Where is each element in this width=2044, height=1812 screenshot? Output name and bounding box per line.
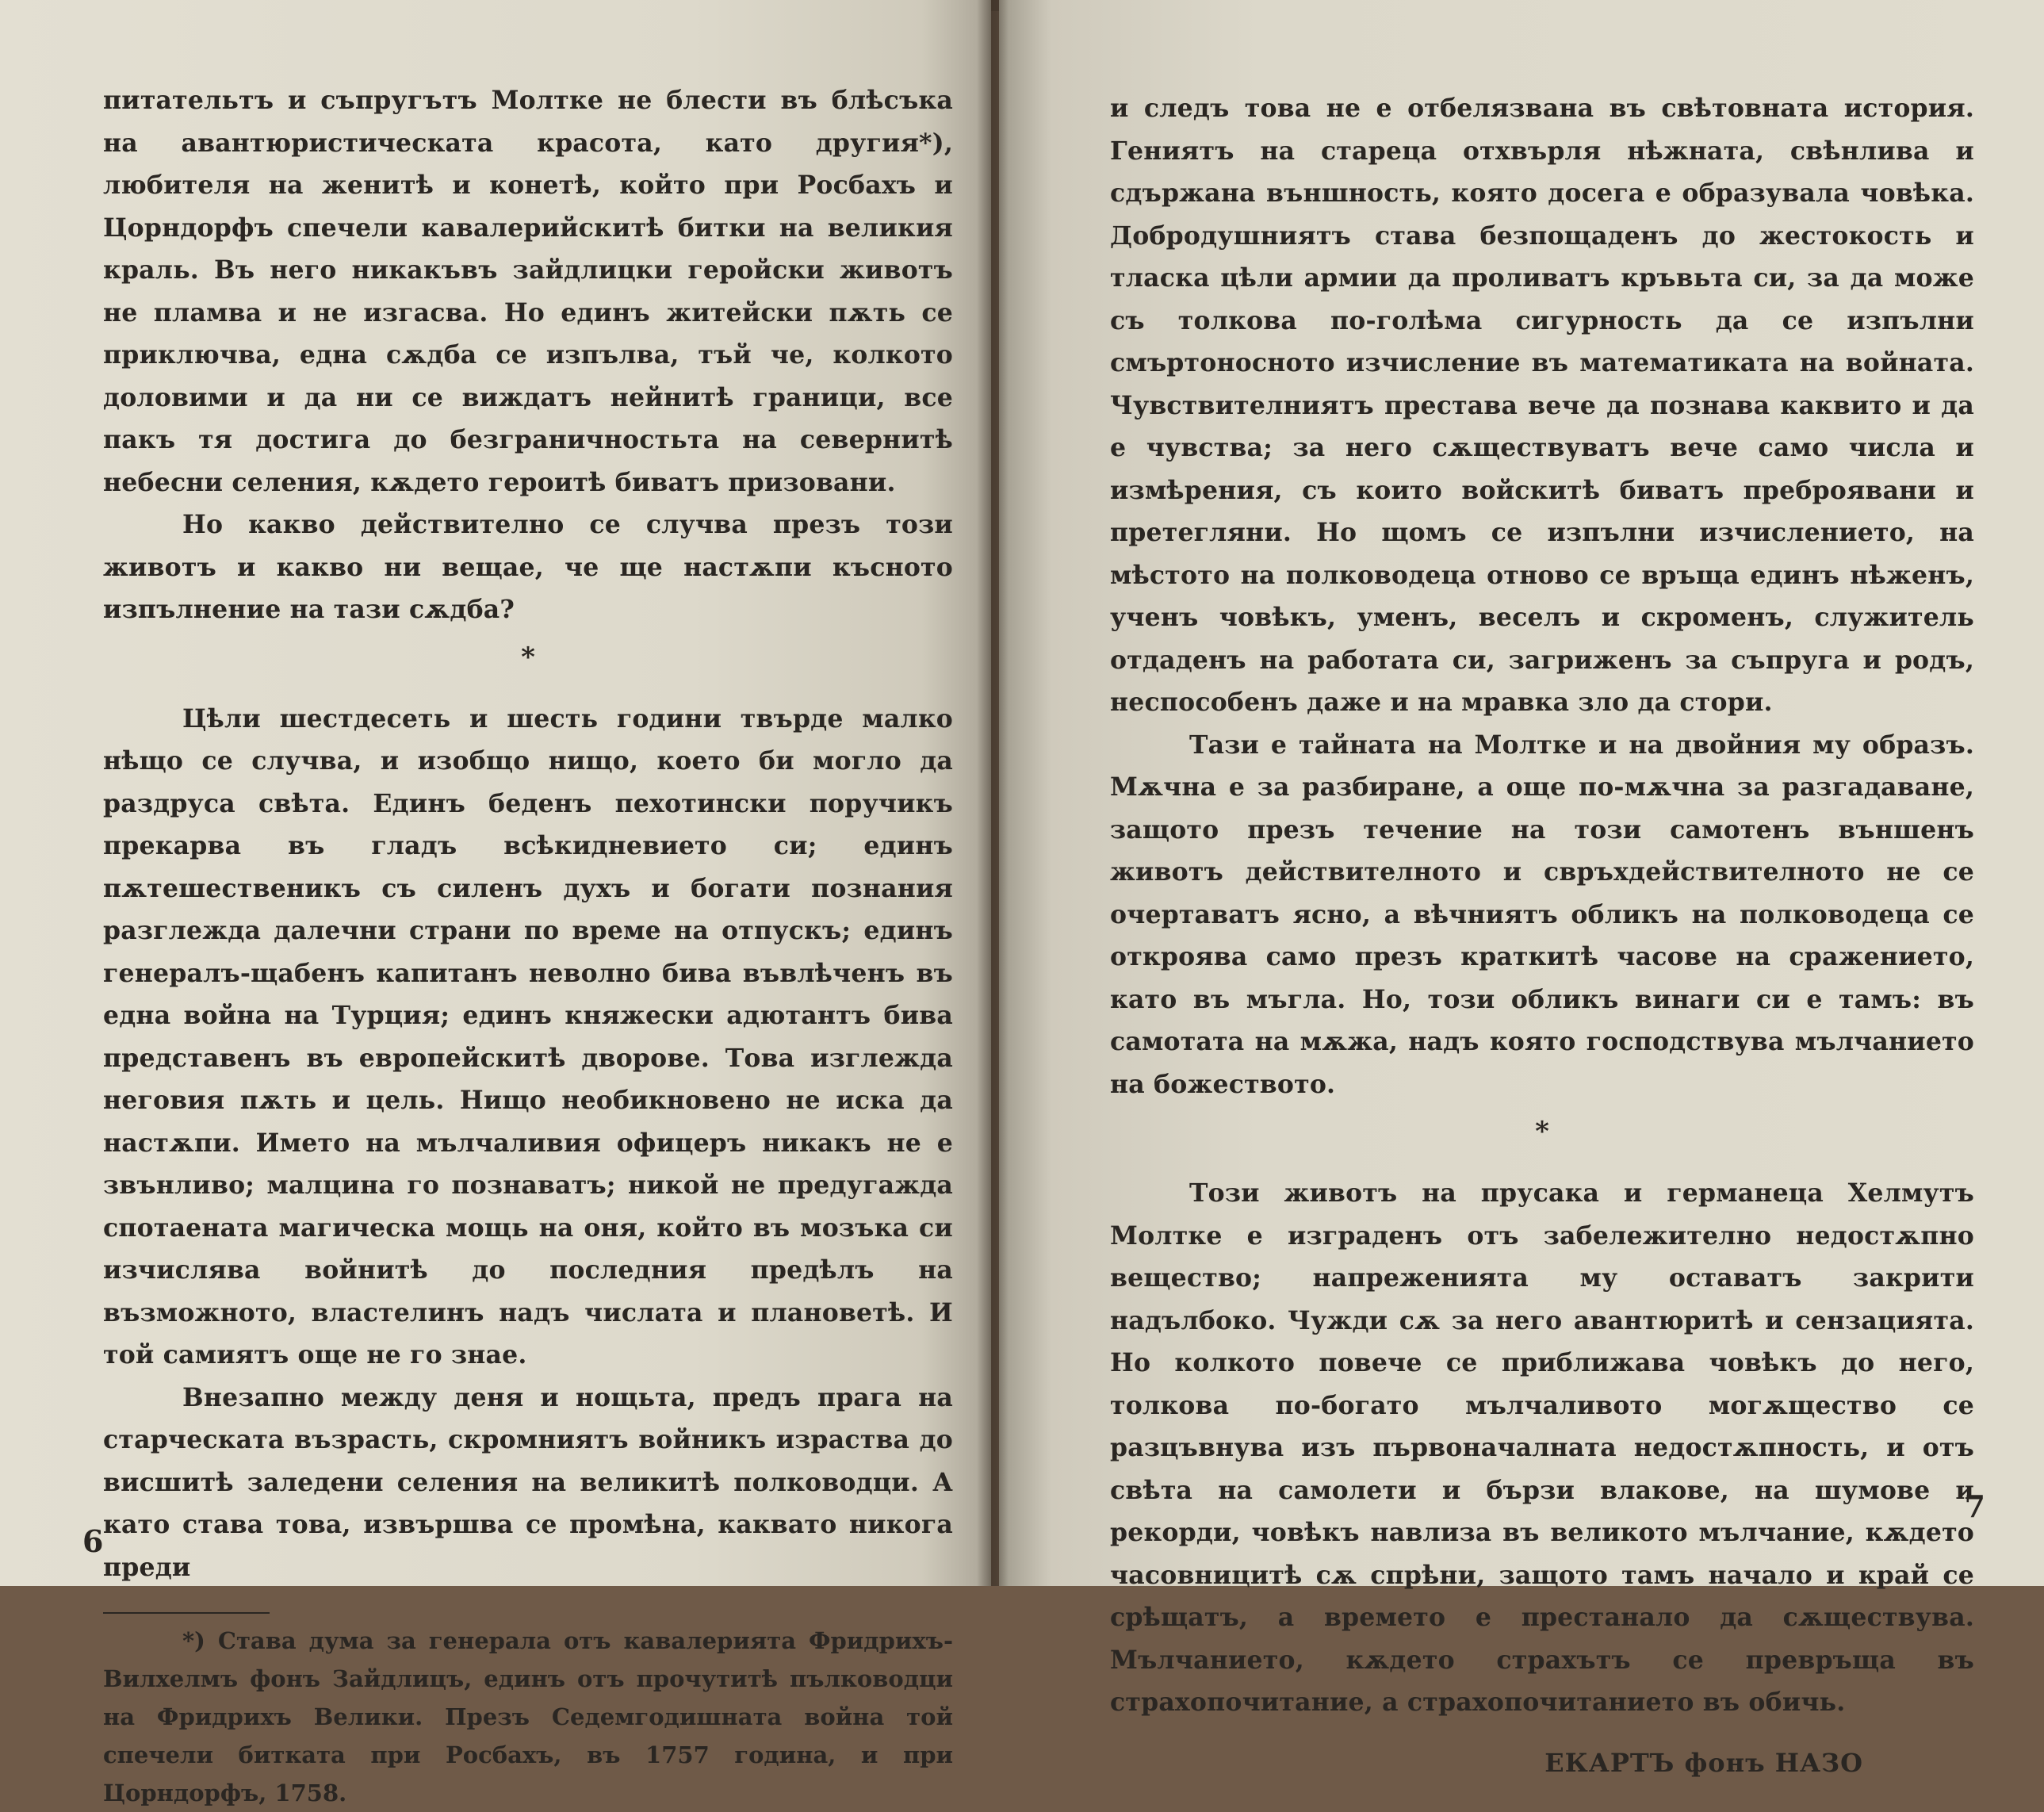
section-separator: * (521, 641, 535, 673)
author-signature: ЕКАРТЪ фонъ НАЗО (1544, 1747, 1863, 1778)
left-paragraph-4: Внезапно между деня и нощьта, предъ прага на старческата възрасть, скромниятъ войникъ израства до висшитѣ заледени селения на великитѣ полководци. А като става това, извършва се промѣна, каквато никога преди (103, 1382, 953, 1582)
right-page (999, 0, 2044, 1778)
section-separator: * (1535, 1116, 1549, 1147)
left-paragraph-3: Цѣли шестдесеть и шесть години твърде малко нѣщо се случва, и изобщо нищо, което би могло да раздруса свѣта. Единъ беденъ пехотински поручикъ прекарва въ гладъ всѣкидневието си; единъ пѫтешественикъ съ силенъ духъ и богати познания разглежда далечни страни по време на отпускъ; единъ генералъ-щабенъ капитанъ неволно бива въвлѣченъ въ една война на Турция; единъ княжески адютантъ бива представенъ въ европейскитѣ дворове. Това изглежда неговия пѫть и цель. Нищо необикновено не иска да настѫпи. Името на мълчаливия офицеръ никакъ не е звънливо; малцина го познаватъ; никой не предугажда спотаената магическа мощь на оня, който въ мозъка си изчислява войнитѣ до последния предѣлъ на възможното, властелинъ надъ числата и плановетѣ. И той самиятъ още не го знае. (103, 703, 953, 1370)
left-page (0, 0, 991, 1806)
book-gutter (977, 0, 1009, 1586)
footnote-divider (103, 1612, 270, 1614)
left-paragraph-2: Но какво действително се случва презъ този животъ и какво ни вещае, че ще настѫпи късното изпълнение на тази сѫдба? (103, 510, 953, 624)
left-paragraph-1: питательтъ и съпругътъ Молтке не блести въ блѣсъка на авантюристическата красота, като другия*), любителя на женитѣ и конетѣ, който при Росбахъ и Цорндорфъ спечели кавалерийскитѣ битки на великия краль. Въ него никакъвъ зайдлицки геройски животъ не пламва и не изгасва. Но единъ житейски пѫть се приключва, една сѫдба се изпълва, тъй че, колкото доловими и да ни се виждатъ нейнитѣ граници, все пакъ тя достига до безграничностьта на севернитѣ небесни селения, кѫдето героитѣ биватъ призовани. (103, 86, 953, 497)
page-number-right: 7 (1964, 1488, 1985, 1524)
right-paragraph-1: и следъ това не е отбелязвана въ свѣтовната история. Гениятъ на стареца отхвърля нѣжната, свѣнлива и сдържана външность, която досега е образувала човѣка. Добродушниятъ става безпощаденъ до жестокость и тласка цѣли армии да проливатъ кръвьта си, за да може съ толкова по-голѣма сигурность да се изпълни смъртоносното изчисление въ математиката на войната. Чувствителниятъ престава вече да познава каквито и да е чувства; за него сѫществуватъ вече само числа и измѣрения, съ които войскитѣ биватъ преброявани и претегляни. Но щомъ се изпълни изчислението, на мѣстото на полководеца отново се връща единъ нѣженъ, ученъ човѣкъ, уменъ, веселъ и скроменъ, служитель отдаденъ на работата си, загриженъ за съпруга и родъ, неспособенъ даже и на мравка зло да стори. (1110, 94, 1974, 717)
footnote: *) Става дума за генерала отъ кавалерията Фридрихъ-Вилхелмъ фонъ Зайдлицъ, единъ отъ прочутитѣ пълководци на Фридрихъ Велики. Презъ Седемгодишната война той спечели битката при Росбахъ, въ 1757 година, и при Цорндорфъ, 1758. (103, 1627, 953, 1806)
right-paragraph-2: Тази е тайната на Молтке и на двойния му образъ. Мѫчна е за разбиране, а още по-мѫчна за разгадаване, защото презъ течение на този самотенъ външенъ животъ действителното и свръхдействителното не се очертаватъ ясно, а вѣчниятъ обликъ на полководеца се откроява само презъ краткитѣ часове на сражението, като въ мъгла. Но, този обликъ винаги си е тамъ: въ самотата на мѫжа, надъ която господствува мълчанието на божеството. (1110, 730, 1974, 1099)
right-paragraph-3: Този животъ на прусака и германеца Хелмутъ Молтке е изграденъ отъ забележително недостѫпно вещество; напреженията му оставатъ закрити надълбоко. Чужди сѫ за него авантюритѣ и сензацията. Но колкото повече се приближава човѣкъ до него, толкова по-богато мълчаливото могѫщество се разцъвнува изъ първоначалната недостѫпность, и отъ свѣта на самолети и бързи влакове, на шумове и рекорди, човѣкъ навлиза въ великото мълчание, кѫдето часовницитѣ сѫ спрѣни, защото тамъ начало и край се срѣщатъ, а времето е престанало да сѫществува. Мълчанието, кѫдето страхътъ се превръща въ страхопочитание, а страхопочитанието въ обичь. (1110, 1178, 1974, 1717)
page-number-left: 6 (82, 1523, 104, 1559)
